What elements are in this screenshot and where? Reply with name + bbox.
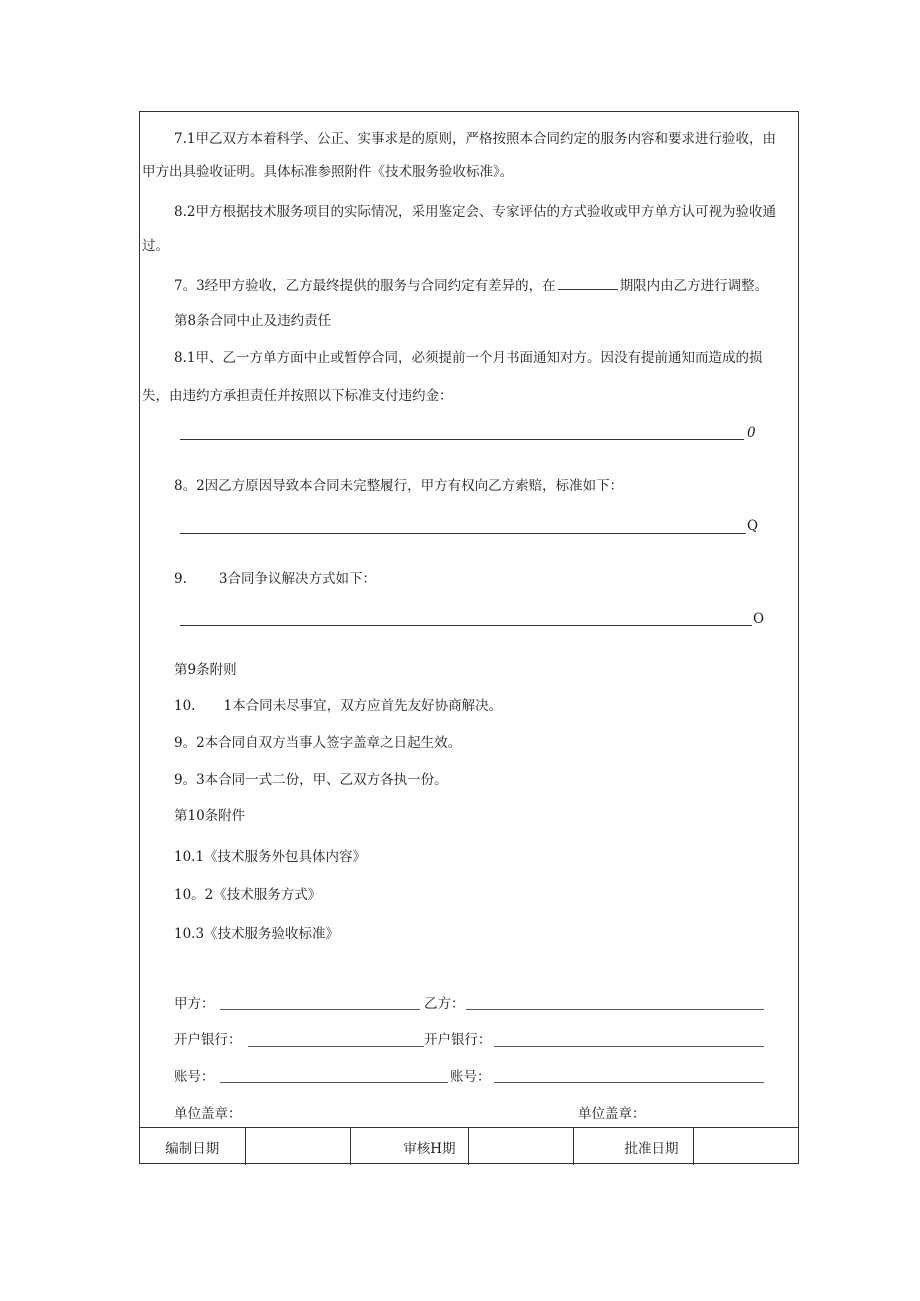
reviewed-date-value xyxy=(469,1128,575,1165)
account-b-line xyxy=(494,1082,764,1083)
clause-7-3-post: 期限内由乙方进行调整。 xyxy=(619,278,769,294)
clause-8-2-line2: 过。 xyxy=(142,238,169,254)
attachment-1: 10.1《技术服务外包具体内容》 xyxy=(174,849,367,865)
attachment-2: 10。2《技术服务方式》 xyxy=(174,887,322,903)
clause-10-1 xyxy=(174,696,502,716)
clause-7-3 xyxy=(174,275,768,296)
clause-9-3-number: 9. xyxy=(174,571,187,587)
article-9-heading: 第9条附则 xyxy=(174,662,237,678)
clause-8-2-line1: 8.2甲方根据技术服务项目的实际情况，采用鉴定会、专家评估的方式验收或甲方单方认可视为验收通 xyxy=(174,204,776,220)
reviewed-date-label: 审核H期 xyxy=(351,1128,469,1165)
approved-date-value xyxy=(694,1128,799,1165)
clause-9-3-text: 3合同争议解决方式如下： xyxy=(218,571,376,587)
claim-end-mark: Q xyxy=(747,518,759,534)
article-10-heading: 第10条附件 xyxy=(174,808,246,824)
contract-page-frame xyxy=(139,111,799,1164)
clause-7-1-line2: 甲方出具验收证明。具体标准参照附件《技术服务验收标准》。 xyxy=(142,164,514,180)
prepared-date-value xyxy=(246,1128,352,1165)
account-a-label: 账号： xyxy=(174,1069,215,1085)
party-b-line xyxy=(466,1009,764,1010)
clause-10-1-number: 10. xyxy=(174,698,196,714)
clause-8-1-line1: 8.1甲、乙一方单方面中止或暂停合同，必须提前一个月书面通知对方。因没有提前通知而造成的损 xyxy=(174,350,763,366)
clause-9-3-copies: 9。3本合同一式二份，甲、乙双方各执一份。 xyxy=(174,772,448,788)
penalty-end-mark: 0 xyxy=(747,425,756,441)
bank-a-line xyxy=(248,1046,424,1047)
clause-10-1-text: 1本合同未尽事宜，双方应首先友好协商解决。 xyxy=(223,698,503,714)
penalty-fill-line xyxy=(180,439,744,440)
bank-b-label: 开户银行： xyxy=(424,1032,492,1048)
attachment-3: 10.3《技术服务验收标准》 xyxy=(174,926,340,942)
seal-b-label: 单位盖章： xyxy=(578,1106,646,1122)
clause-8-1-line2: 失，由违约方承担责任并按照以下标准支付违约金： xyxy=(142,388,453,404)
dispute-end-mark: O xyxy=(753,611,765,627)
bank-b-line xyxy=(494,1046,764,1047)
clause-9-3 xyxy=(174,569,376,589)
seal-a-label: 单位盖章： xyxy=(174,1106,242,1122)
clause-7-1-line1: 7.1甲乙双方本着科学、公正、实事求是的原则，严格按照本合同约定的服务内容和要求进行验收，由 xyxy=(174,131,776,147)
period-blank xyxy=(558,275,618,290)
account-b-label: 账号： xyxy=(450,1069,491,1085)
bank-a-label: 开户银行： xyxy=(174,1032,242,1048)
article-8-heading: 第8条合同中止及违约责任 xyxy=(174,313,332,329)
party-a-line xyxy=(220,1009,420,1010)
dispute-fill-line xyxy=(180,625,752,626)
claim-fill-line xyxy=(180,533,746,534)
account-a-line xyxy=(220,1082,448,1083)
clause-7-3-pre: 7。3经甲方验收，乙方最终提供的服务与合同约定有差异的，在 xyxy=(174,278,556,294)
prepared-date-label: 编制日期 xyxy=(140,1128,246,1165)
approved-date-label: 批准日期 xyxy=(574,1128,694,1165)
approval-footer-table xyxy=(140,1127,798,1165)
party-b-label: 乙方： xyxy=(424,996,465,1012)
clause-9-2: 9。2本合同自双方当事人签字盖章之日起生效。 xyxy=(174,735,462,751)
clause-8-2-claim: 8。2因乙方原因导致本合同未完整履行，甲方有权向乙方索赔，标准如下： xyxy=(174,478,624,494)
party-a-label: 甲方： xyxy=(174,996,215,1012)
